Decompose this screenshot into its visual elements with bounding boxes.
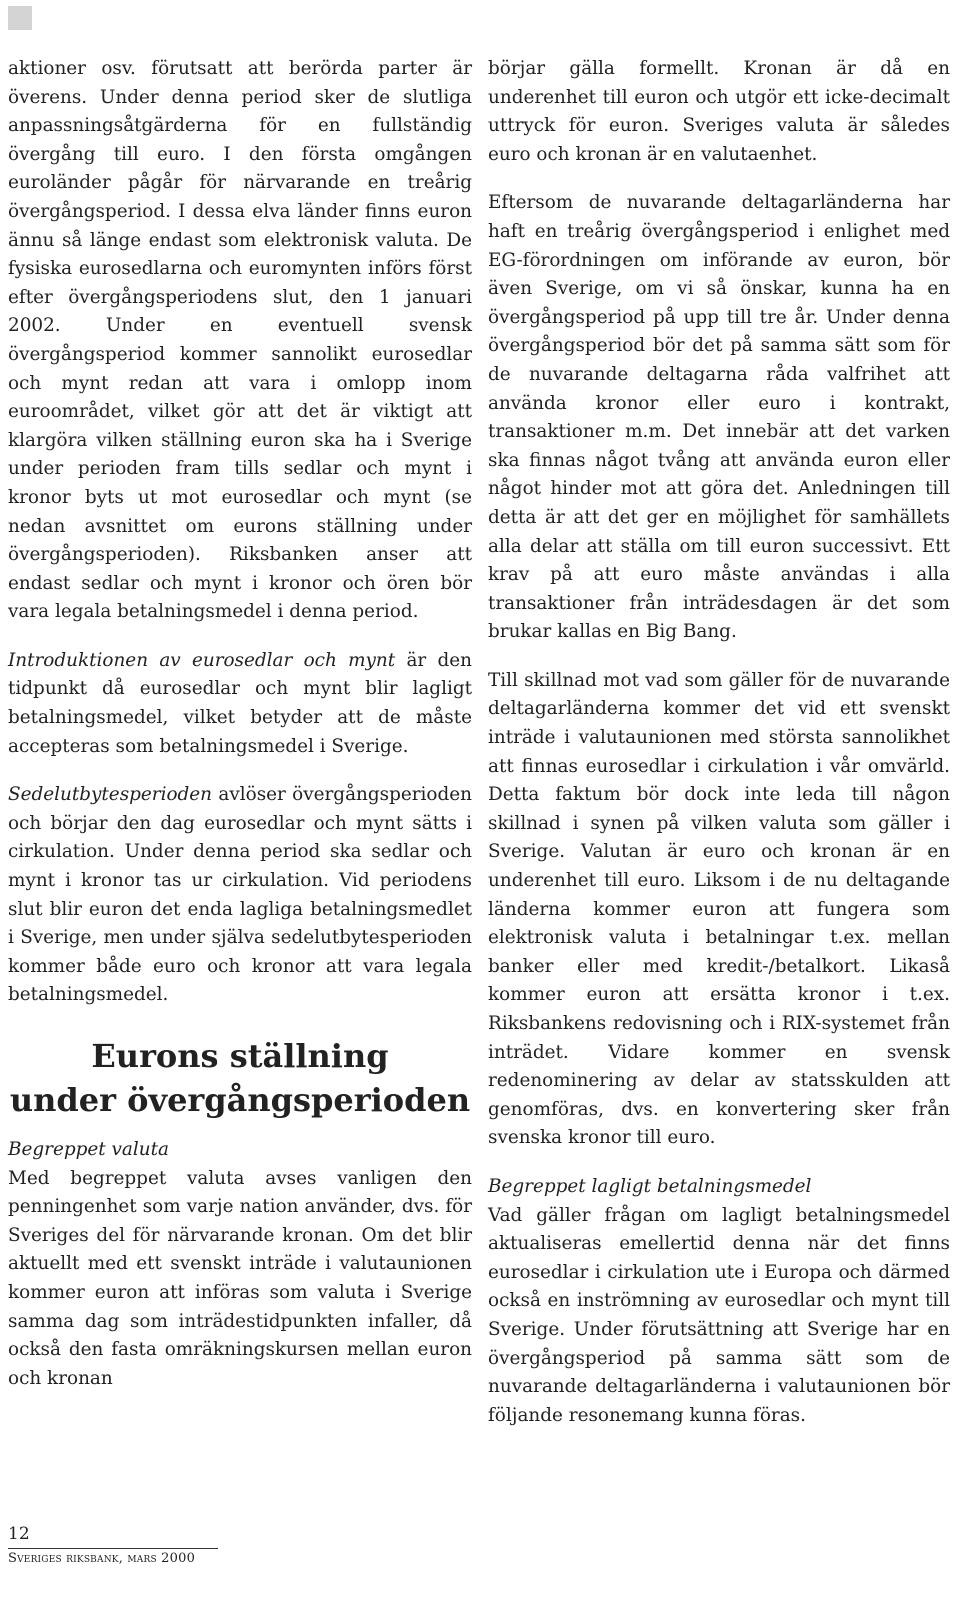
publication-credit: Sveriges riksbank, mars 2000	[8, 1551, 196, 1566]
left-column	[8, 55, 472, 1413]
page-number: 12	[8, 1524, 30, 1544]
defined-term: Sedelutbytesperioden	[8, 784, 213, 806]
body-paragraph: Eftersom de nuvarande deltagarländerna har haft en treårig övergångsperiod i enlighet med EG-förordningen om införande av euron, bör även Sverige, om vi så önskar, kunna ha en övergångsperiod på upp till tre år. Under denna övergångsperiod bör det på samma sätt som för de nuvarande deltagarna råda valfrihet att använda kronor eller euro i kontrakt, transaktioner m.m. Det innebär att det varken ska finnas något tvång att använda euron eller något hinder mot att göra det. Anledningen till detta är att det ger en möjlighet för samhällets alla delar att ställa om till euron successivt. Ett krav på att euro måste användas i alla transaktioner från inträdesdagen är det som brukar kallas en Big Bang.	[488, 192, 950, 643]
body-paragraph	[8, 647, 472, 761]
right-column	[488, 55, 950, 1450]
subheading: Begreppet lagligt betalningsmedel	[488, 1175, 812, 1197]
body-paragraph: börjar gälla formellt. Kronan är då en underenhet till euron och utgör ett icke-decimalt uttryck för euron. Sveriges valuta är således euro och kronan är en valutaenhet.	[488, 58, 950, 165]
body-paragraph: Vad gäller frågan om lagligt betalningsmedel aktualiseras emellertid denna när det finns eurosedlar i cirkulation ute i Europa och därmed också en inströmning av eurosedlar och mynt till Sverige. Under förutsättning att Sverige har en övergångsperiod på samma sätt som de nuvarande deltagarländerna i valutaunionen bör följande resonemang kunna föras.	[488, 1204, 950, 1426]
corner-mark	[8, 6, 32, 30]
footer-divider	[8, 1548, 218, 1549]
section-heading-line: Eurons ställning	[91, 1037, 389, 1075]
body-paragraph: aktioner osv. förutsatt att berörda parter är överens. Under denna period sker de slutliga anpassningsåtgärderna för en fullständig övergång till euro. I den första omgången euroländer pågår för närvarande en treårig övergångsperiod. I dessa elva länder finns euron ännu så länge endast som elektronisk valuta. De fysiska eurosedlarna och euromynten införs först efter övergångsperiodens slut, den 1 januari 2002. Under en eventuell svensk övergångsperiod kommer sannolikt eurosedlar och mynt redan att vara i omlopp inom euroområdet, vilket gör att det är viktigt att klargöra vilken ställning euron ska ha i Sverige under perioden fram tills sedlar och mynt i kronor byts ut mot eurosedlar och mynt (se nedan avsnittet om eurons ställning under övergångsperioden). Riksbanken anser att endast sedlar och mynt i kronor och ören bör vara legala betalningsmedel i denna period.	[8, 58, 472, 623]
page-footer	[8, 1524, 218, 1566]
defined-term: Introduktionen av eurosedlar och mynt	[8, 649, 396, 671]
section-heading-line: under övergångsperioden	[9, 1081, 471, 1119]
paragraph-text: avlöser övergångsperioden och börjar den dag eurosedlar och mynt sätts i cirkulation. Under denna period ska sedlar och mynt i kronor tas ur cirkulation. Vid periodens slut blir euron det enda lagliga betalningsmedlet i Sverige, men under själva sedelutbytesperioden kommer både euro och kronor att vara legala betalningsmedel.	[8, 784, 472, 1006]
body-paragraph	[8, 781, 472, 1010]
subheading: Begreppet valuta	[8, 1139, 169, 1160]
paragraph-text: är den tidpunkt då eurosedlar och mynt blir lagligt betalningsmedel, vilket betyder att de måste accepteras som betalningsmedel i Sverige.	[8, 649, 472, 757]
body-paragraph: Med begreppet valuta avses vanligen den penningenhet som varje nation använder, dvs. för Sveriges del för närvarande kronan. Om det blir aktuellt med ett svenskt inträde i valutaunionen kommer euron att införas som valuta i Sverige samma dag som inträdestidpunkten infaller, då också den fasta omräkningskursen mellan euron och kronan	[8, 1167, 472, 1389]
section-heading	[8, 1034, 472, 1122]
body-paragraph: Till skillnad mot vad som gäller för de nuvarande deltagarländerna kommer det vid ett svenskt inträde i valutaunionen med största sannolikhet att finnas eurosedlar i cirkulation i vår omvärld. Detta faktum bör dock inte leda till någon skillnad i synen på vilken valuta som gäller i Sverige. Valutan är euro och kronan är en underenhet till euro. Liksom i de nu deltagande länderna kommer euron att fungera som elektronisk valuta i betalningar t.ex. mellan banker eller med kredit-/betalkort. Likaså kommer euron att ersätta kronor i t.ex. Riksbankens redovisning och i RIX-systemet från inträdet. Vidare kommer en svensk redenominering av delar av statsskulden att genomföras, dvs. en konvertering sker från svenska kronor till euro.	[488, 669, 950, 1149]
